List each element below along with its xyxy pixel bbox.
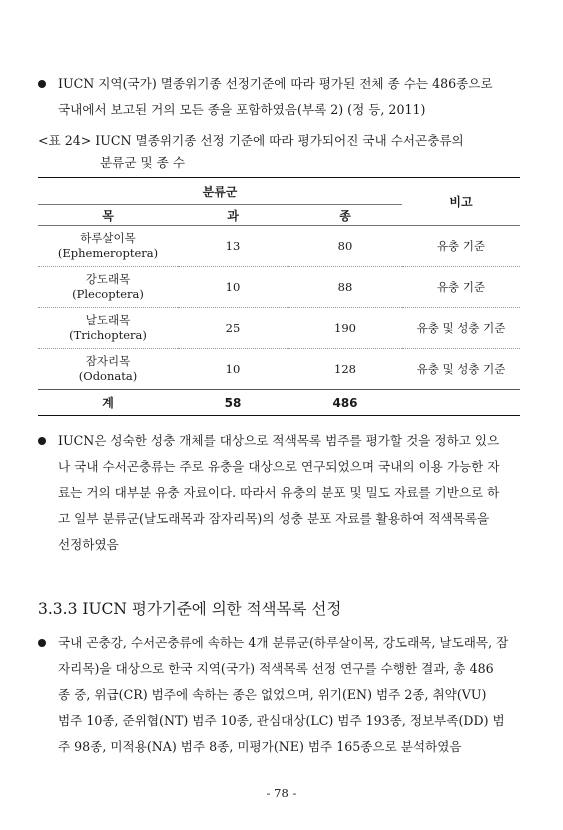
family-cell: 10: [178, 267, 288, 308]
species-cell: 80: [288, 226, 402, 267]
text-line: IUCN은 성숙한 성충 개체를 대상으로 적색목록 범주를 평가할 것을 정하고 있으: [58, 433, 500, 448]
order-name-en: (Ephemeroptera): [57, 246, 159, 260]
text-line: 자리목)을 대상으로 한국 지역(국가) 적색목록 선정 연구를 수행한 결과, 총 486: [58, 661, 494, 676]
order-name-ko: 강도래목: [85, 272, 131, 286]
text-line: 선정하였음: [58, 537, 119, 552]
remark-cell: 유충 및 성충 기준: [402, 308, 520, 349]
text-line: IUCN 지역(국가) 멸종위기종 선정기준에 따라 평가된 전체 종 수는 486종으로: [58, 76, 493, 91]
order-cell: [38, 267, 178, 308]
remark-cell: 유충 기준: [402, 226, 520, 267]
species-cell: 190: [288, 308, 402, 349]
family-cell: 10: [178, 349, 288, 390]
text-line: 국내에서 보고된 거의 모든 종을 포함하였음(부록 2) (정 등, 2011): [58, 102, 426, 117]
page-number: - 78 -: [266, 786, 297, 800]
total-label: 계: [38, 390, 178, 416]
order-cell: [38, 226, 178, 267]
order-name-en: (Trichoptera): [69, 328, 147, 342]
text-line: 고 일부 분류군(날도래목과 잠자리목)의 성충 분포 자료를 활용하여 적색목록을: [58, 511, 490, 526]
paragraph-text: [58, 71, 535, 123]
order-header: 목: [38, 205, 178, 226]
order-name-ko: 날도래목: [85, 313, 131, 327]
remark-header: 비고: [402, 178, 520, 226]
total-family: 58: [178, 390, 288, 416]
order-cell: [38, 308, 178, 349]
table-row: [38, 349, 520, 390]
caption-line: <표 24> IUCN 멸종위기종 선정 기준에 따라 평가되어진 국내 수서곤충류의: [38, 133, 464, 148]
table-row: [38, 226, 520, 267]
remark-cell: 유충 및 성충 기준: [402, 349, 520, 390]
species-header: 종: [288, 205, 402, 226]
species-cell: 88: [288, 267, 402, 308]
species-cell: 128: [288, 349, 402, 390]
table-row: [38, 267, 520, 308]
caption-line: 분류군 및 종 수: [100, 155, 186, 170]
order-cell: [38, 349, 178, 390]
taxa-table: [38, 177, 520, 416]
total-species: 486: [288, 390, 402, 416]
bullet-icon: [38, 437, 46, 445]
family-header: 과: [178, 205, 288, 226]
bullet-icon: [38, 639, 46, 647]
text-line: 종 중, 위급(CR) 범주에 속하는 종은 없었으며, 위기(EN) 범주 2종, 취약(VU): [58, 687, 487, 702]
total-row: [38, 390, 520, 416]
group-header: 분류군: [38, 178, 402, 205]
text-line: 범주 10종, 준위협(NT) 범주 10종, 관심대상(LC) 범주 193종, 정보부족(DD) 범: [58, 713, 505, 728]
text-line: 나 국내 수서곤충류는 주로 유충을 대상으로 연구되었으며 국내의 이용 가능한 자: [58, 459, 500, 474]
paragraph-text: [58, 428, 535, 558]
order-name-ko: 잠자리목: [85, 354, 131, 368]
family-cell: 25: [178, 308, 288, 349]
table-caption: [38, 130, 464, 174]
text-line: 료는 거의 대부분 유충 자료이다. 따라서 유충의 분포 및 밀도 자료를 기반으로 하: [58, 485, 500, 500]
order-name-en: (Odonata): [78, 369, 138, 383]
family-cell: 13: [178, 226, 288, 267]
total-remark: [402, 390, 520, 416]
section-heading: 3.3.3 IUCN 평가기준에 의한 적색목록 선정: [38, 600, 342, 618]
paragraph-text: [58, 630, 535, 760]
remark-cell: 유충 기준: [402, 267, 520, 308]
table-row: [38, 308, 520, 349]
order-name-en: (Plecoptera): [72, 287, 144, 301]
order-name-ko: 하루살이목: [80, 231, 136, 245]
text-line: 국내 곤충강, 수서곤충류에 속하는 4개 분류군(하루살이목, 강도래목, 날도래목, 잠: [58, 635, 509, 650]
bullet-icon: [38, 80, 46, 88]
text-line: 주 98종, 미적용(NA) 범주 8종, 미평가(NE) 범주 165종으로 분석하였음: [58, 739, 462, 754]
